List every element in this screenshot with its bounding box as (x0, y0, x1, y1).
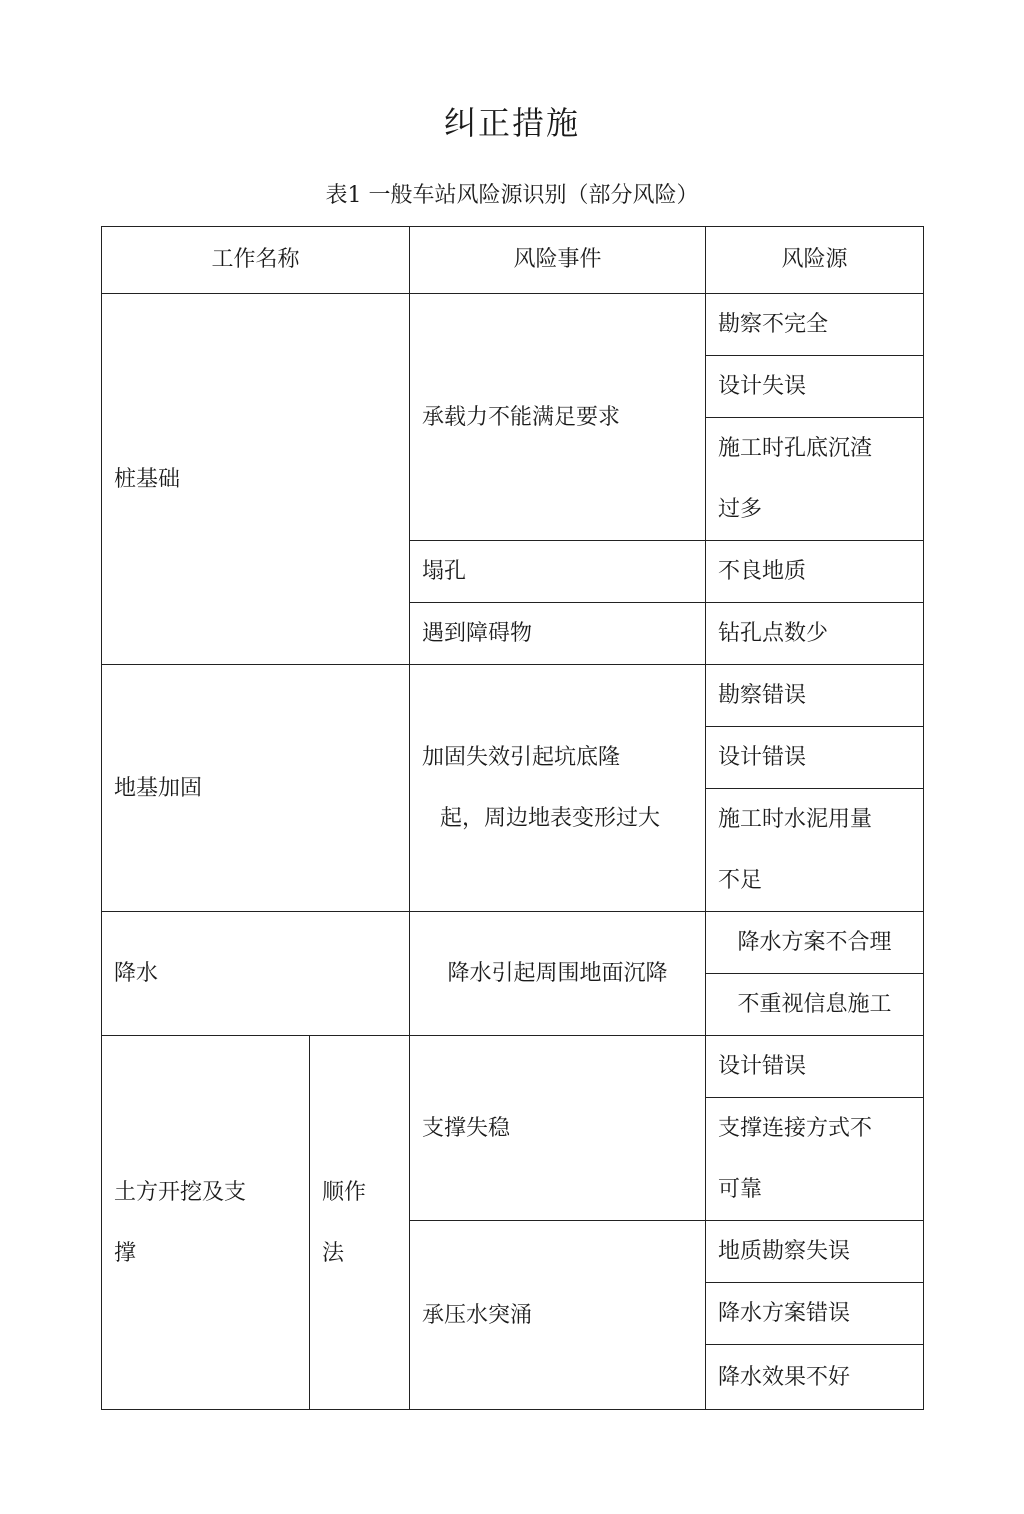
source-cell: 勘察不完全 (706, 294, 924, 356)
source-cell: 设计失误 (706, 356, 924, 418)
document-title: 纠正措施 (443, 104, 580, 142)
event-line: 加固失效引起坑底隆 (422, 745, 621, 770)
work-line: 撑 (114, 1240, 137, 1266)
source-line: 施工时孔底沉渣 (718, 436, 873, 461)
work-pile-foundation: 桩基础 (102, 294, 410, 665)
source-cell: 勘察错误 (706, 665, 924, 727)
table-row (102, 912, 924, 974)
source-cell (706, 1098, 924, 1221)
event-dewatering-settlement: 降水引起周围地面沉降 (410, 912, 706, 1036)
table-caption: 表1 一般车站风险源识别（部分风险） (325, 183, 699, 208)
table-row (102, 665, 924, 727)
event-cell: 塌孔 (410, 541, 706, 603)
source-line: 过多 (718, 497, 763, 522)
work-line: 土方开挖及支 (114, 1179, 247, 1205)
source-line: 支撑连接方式不 (718, 1116, 873, 1141)
source-cell: 降水效果不好 (706, 1345, 924, 1410)
header-risk-event: 风险事件 (410, 227, 706, 294)
method-line: 法 (322, 1240, 345, 1266)
risk-source-table (101, 226, 924, 1410)
source-cell: 设计错误 (706, 727, 924, 789)
work-ground-reinforcement: 地基加固 (102, 665, 410, 912)
table-header-row (102, 227, 924, 294)
source-cell: 降水方案不合理 (706, 912, 924, 974)
method-cell (310, 1036, 410, 1410)
header-work-name: 工作名称 (102, 227, 410, 294)
source-cell: 设计错误 (706, 1036, 924, 1098)
source-line: 可靠 (718, 1177, 763, 1202)
header-risk-source: 风险源 (706, 227, 924, 294)
event-line: 起，周边地表变形过大 (440, 806, 661, 831)
event-cell: 遇到障碍物 (410, 603, 706, 665)
method-line: 顺作 (322, 1179, 367, 1205)
source-cell: 不良地质 (706, 541, 924, 603)
work-excavation-support (102, 1036, 310, 1410)
event-confined-water-inrush: 承压水突涌 (410, 1221, 706, 1410)
source-cell: 降水方案错误 (706, 1283, 924, 1345)
source-cell (706, 789, 924, 912)
event-reinforcement-failure (410, 665, 706, 912)
work-dewatering: 降水 (102, 912, 410, 1036)
source-cell: 钻孔点数少 (706, 603, 924, 665)
table-row (102, 294, 924, 356)
source-cell: 地质勘察失误 (706, 1221, 924, 1283)
source-line: 不足 (718, 868, 763, 893)
source-cell: 不重视信息施工 (706, 974, 924, 1036)
event-bearing-capacity: 承载力不能满足要求 (410, 294, 706, 541)
source-cell (706, 418, 924, 541)
source-line: 施工时水泥用量 (718, 807, 873, 832)
table-row (102, 1036, 924, 1098)
event-support-instability: 支撑失稳 (410, 1036, 706, 1221)
